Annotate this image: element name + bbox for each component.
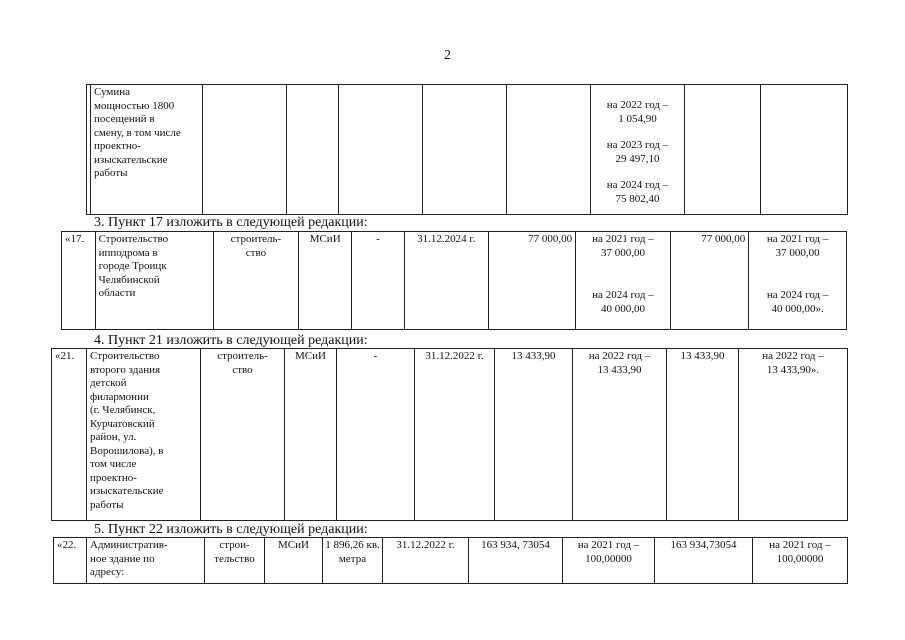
table-item-22 [53,537,848,584]
completion-date-cell: 31.12.2022 г. [415,349,495,521]
completion-date-cell: 31.12.2022 г. [383,538,469,584]
completion-date-cell: 31.12.2024 г. [405,232,488,330]
finance-years-cell: на 2021 год – 100,00000 [563,538,655,584]
section-heading-3: 3. Пункт 17 изложить в следующей редакции: [94,215,368,230]
table-row [87,85,848,215]
cost-cell: 77 000,00 [488,232,576,330]
finance-years-cell-2: на 2022 год – 13 433,90». [739,349,848,521]
table-row [54,538,848,584]
finance-years-cell-2: на 2021 год – 100,00000 [753,538,848,584]
customer-cell: МСиИ [299,232,352,330]
section-heading-4: 4. Пункт 21 изложить в следующей редакции: [94,333,368,348]
table-item-21 [51,348,848,521]
total-cell: 13 433,90 [667,349,739,521]
work-type-cell: строитель- ство [213,232,299,330]
capacity-cell: - [337,349,415,521]
object-name-cell: Административ- ное здание по адресу: [87,538,205,584]
capacity-cell: - [352,232,405,330]
work-type-cell: строитель- ство [201,349,285,521]
item-number: «21. [52,349,87,521]
customer-cell: МСиИ [265,538,323,584]
section-heading-5: 5. Пункт 22 изложить в следующей редакции: [94,522,368,537]
page-number: 2 [444,48,451,63]
object-name-cell: Строительство ипподрома в городе Троицк Челябинской области [95,232,213,330]
finance-years-cell: на 2021 год – 37 000,00 на 2024 год – 40 000,00 [576,232,671,330]
cost-cell: 163 934, 73054 [469,538,563,584]
item-number: «22. [54,538,87,584]
cost-cell: 13 433,90 [495,349,573,521]
finance-years-cell-2: на 2021 год – 37 000,00 на 2024 год – 40 000,00». [749,232,847,330]
object-name-cell: Строительство второго здания детской филармонии (г. Челябинск, Курчатовский район, ул. Ворошилова), в том числе проектно- изыскательские работы [87,349,201,521]
total-cell: 77 000,00 [670,232,748,330]
total-cell: 163 934,73054 [655,538,753,584]
table-item-17 [61,231,847,330]
finance-years-cell: на 2022 год – 1 054,90 на 2023 год – 29 497,10 на 2024 год – 75 802,40 [591,85,685,215]
finance-years-cell: на 2022 год – 13 433,90 [573,349,667,521]
item-number: «17. [62,232,96,330]
work-type-cell: строи- тельство [205,538,265,584]
object-name-cell: Сумина мощностью 1800 посещений в смену, в том числе проектно- изыскательские работы [91,85,203,215]
table-continuation [86,84,848,215]
customer-cell: МСиИ [285,349,337,521]
table-row [62,232,847,330]
capacity-cell: 1 896,26 кв. метра [323,538,383,584]
table-row [52,349,848,521]
